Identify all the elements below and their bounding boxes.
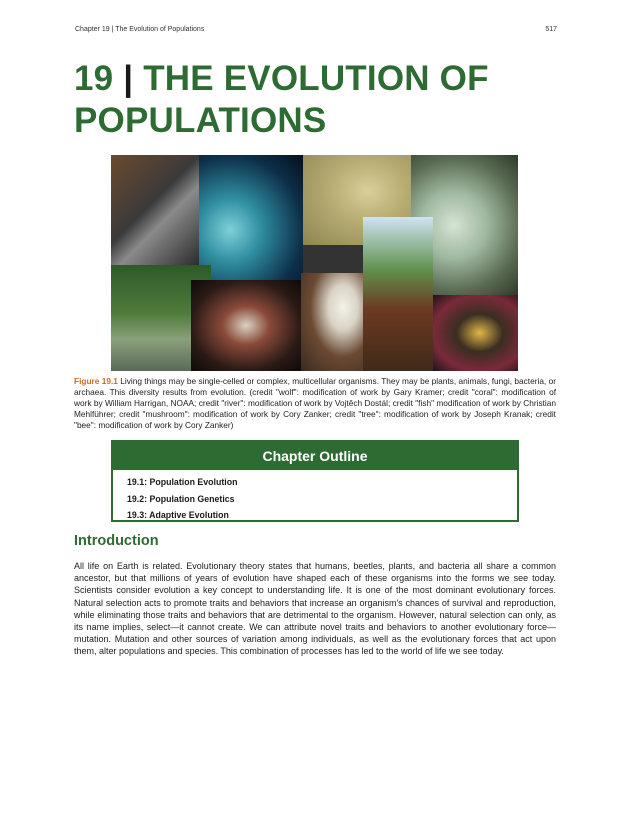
chapter-number: 19 (74, 59, 114, 98)
tree-photo (363, 217, 433, 371)
figure-collage-image (111, 155, 518, 371)
outline-item[interactable]: 19.2: Population Genetics (127, 493, 235, 504)
figure-caption (74, 376, 556, 431)
introduction-heading: Introduction (74, 533, 159, 549)
chapter-outline-box (111, 440, 519, 522)
coral-photo (199, 155, 303, 280)
wolf-photo (111, 155, 199, 265)
figure-caption-text: Living things may be single-celled or complex, multicellular organisms. They may be plants, animals, fungi, bacteria, or archaea. This diversity results from evolution. (credit "wolf": modification of work by Gary Kramer; credit "coral": modification of work by William Harrigan, NOAA; credit "river": modification of work by Vojtěch Dostál; credit "fish" modification of work by Christian Mehlführer; credit "mushroom": modification of work by Cory Zanker; credit "tree": modification of work by Joseph Kranak; credit "bee": modification of work by Cory Zanker) (74, 376, 556, 430)
introduction-paragraph: All life on Earth is related. Evolutionary theory states that humans, beetles, plants, and bacteria all share a common ancestor, but that millions of years of evolution have shaped each of these organisms into the forms we see today. Scientists consider evolution a key concept to understanding life. It is one of the most dominant evolutionary forces. Natural selection acts to promote traits and behaviors that increase an organism's chances of survival and reproduction, while eliminating those traits and behaviors that are detrimental to the organism. However, natural selection can only, as its name implies, select—it cannot create. We can attribute novel traits and behaviors to another evolutionary force—mutation. Mutation and other sources of variation among individuals, as well as the evolutionary forces that act upon them, alter populations and species. This combination of processes has led to the world of life we see today. (74, 561, 556, 657)
running-header (75, 26, 557, 33)
figure-label: Figure 19.1 (74, 376, 118, 386)
chapter-running-title: Chapter 19 | The Evolution of Populations (75, 26, 205, 33)
chapter-outline-list (113, 470, 517, 524)
page-number: 517 (545, 26, 557, 33)
fish-photo (191, 280, 301, 371)
title-separator: | (123, 59, 134, 98)
chapter-title (74, 58, 574, 142)
chapter-title-text: THE EVOLUTION OF POPULATIONS (74, 59, 489, 140)
chapter-outline-heading: Chapter Outline (113, 442, 517, 470)
outline-item[interactable]: 19.3: Adaptive Evolution (127, 510, 229, 520)
bee-photo (433, 295, 518, 371)
outline-item[interactable]: 19.1: Population Evolution (127, 477, 238, 487)
